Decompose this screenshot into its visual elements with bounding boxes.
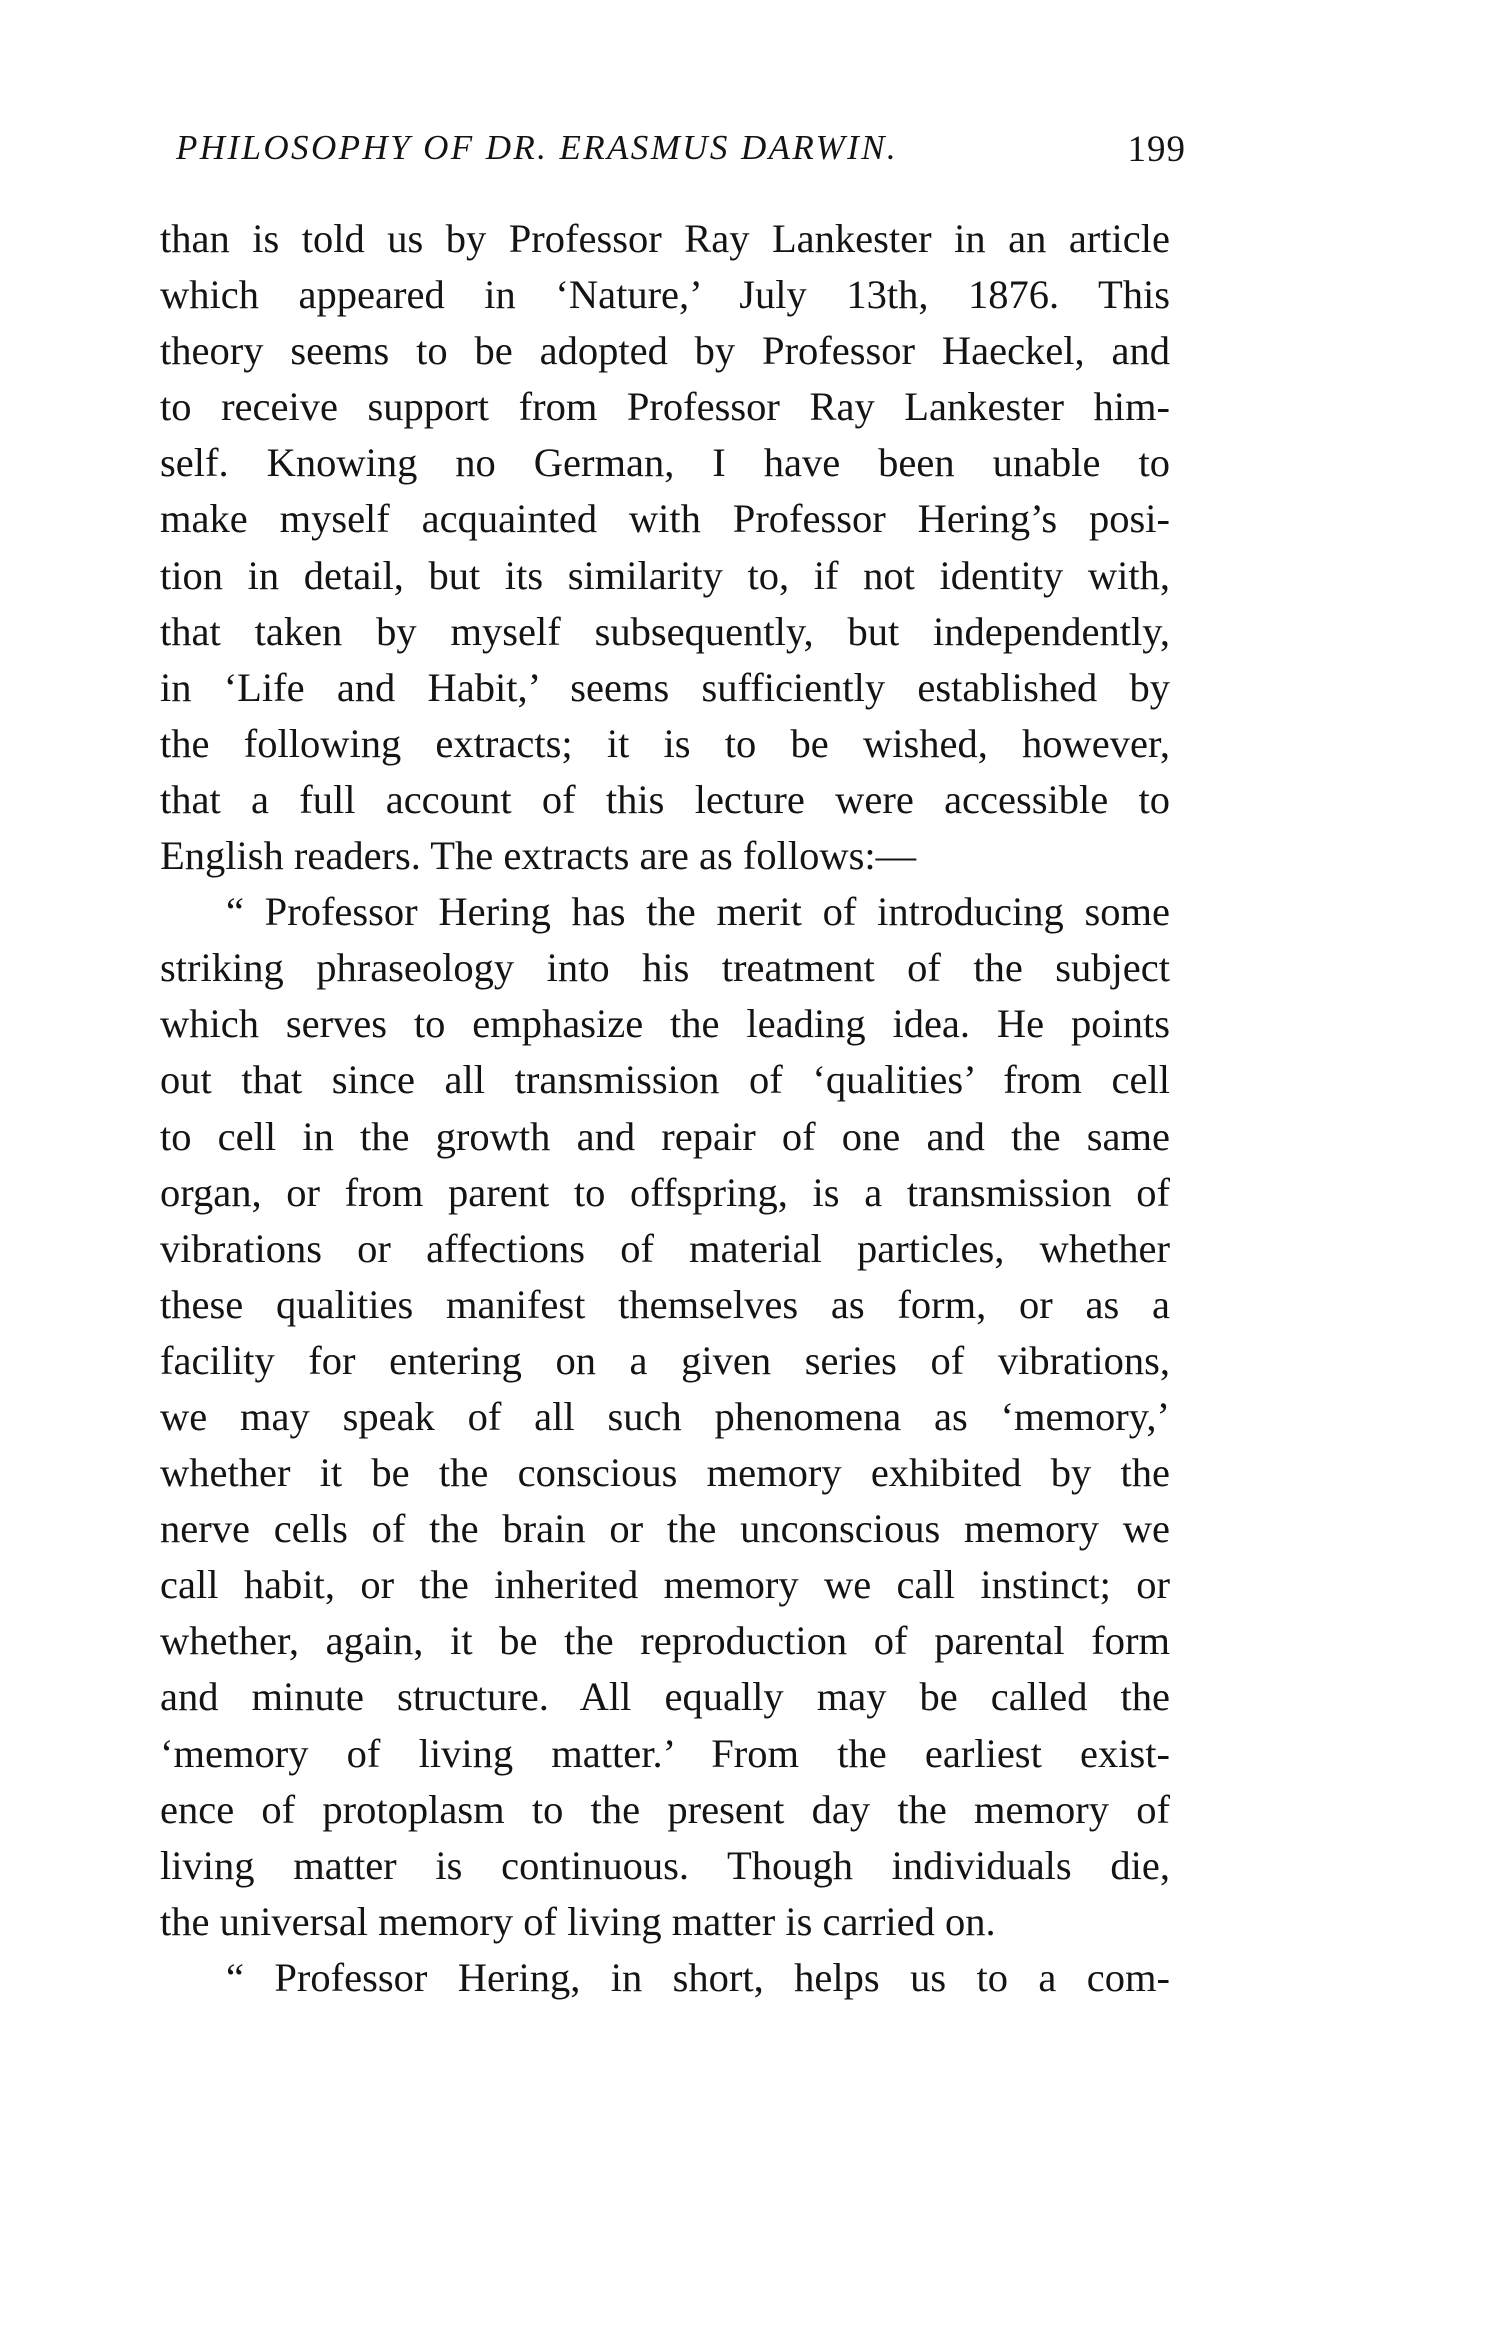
- text-line: ‘memory of living matter.’ From the earliest exist-: [160, 1730, 1170, 1776]
- text-line: the universal memory of living matter is carried on.: [160, 1898, 996, 1944]
- text-line: self. Knowing no German, I have been unable to: [160, 440, 1170, 486]
- text-line: nerve cells of the brain or the unconscious memory we: [160, 1506, 1170, 1552]
- text-line: tion in detail, but its similarity to, if not identity with,: [160, 552, 1170, 598]
- text-line: to cell in the growth and repair of one and the same: [160, 1113, 1170, 1159]
- text-line: organ, or from parent to offspring, is a transmission of: [160, 1169, 1170, 1215]
- text-line: these qualities manifest themselves as form, or as a: [160, 1281, 1170, 1327]
- text-line: to receive support from Professor Ray Lankester him-: [160, 384, 1170, 430]
- text-line: that a full account of this lecture were accessible to: [160, 776, 1170, 822]
- text-line: English readers. The extracts are as follows:—: [160, 833, 917, 879]
- text-line: striking phraseology into his treatment of the subject: [160, 945, 1170, 991]
- text-line: whether, again, it be the reproduction of parental form: [160, 1618, 1170, 1664]
- text-line: that taken by myself subsequently, but independently,: [160, 608, 1170, 654]
- text-line: facility for entering on a given series of vibrations,: [160, 1337, 1170, 1383]
- running-head-title: PHILOSOPHY OF DR. ERASMUS DARWIN.: [176, 128, 899, 167]
- text-line: out that since all transmission of ‘qualities’ from cell: [160, 1057, 1170, 1103]
- text-line: vibrations or affections of material particles, whether: [160, 1225, 1170, 1271]
- body-text: [160, 211, 1170, 2006]
- quote-paragraph-start: “ Professor Hering, in short, helps us to a com-: [226, 1954, 1170, 2000]
- text-line: which serves to emphasize the leading idea. He points: [160, 1001, 1170, 1047]
- text-line: living matter is continuous. Though individuals die,: [160, 1842, 1170, 1888]
- text-line: in ‘Life and Habit,’ seems sufficiently established by: [160, 664, 1170, 710]
- text-line: the following extracts; it is to be wished, however,: [160, 720, 1170, 766]
- quote-paragraph-start: “ Professor Hering has the merit of introducing some: [226, 889, 1170, 935]
- text-line: make myself acquainted with Professor Hering’s posi-: [160, 496, 1170, 542]
- text-line: than is told us by Professor Ray Lankester in an article: [160, 216, 1170, 261]
- text-line: ence of protoplasm to the present day the memory of: [160, 1786, 1170, 1832]
- running-head: [176, 128, 1186, 180]
- text-line: we may speak of all such phenomena as ‘memory,’: [160, 1393, 1170, 1439]
- text-line: which appeared in ‘Nature,’ July 13th, 1876. This: [160, 272, 1170, 318]
- text-line: theory seems to be adopted by Professor Haeckel, and: [160, 328, 1170, 374]
- text-line: call habit, or the inherited memory we call instinct; or: [160, 1562, 1170, 1608]
- page-number: 199: [1127, 129, 1186, 170]
- text-line: whether it be the conscious memory exhibited by the: [160, 1450, 1170, 1496]
- text-line: and minute structure. All equally may be called the: [160, 1674, 1170, 1720]
